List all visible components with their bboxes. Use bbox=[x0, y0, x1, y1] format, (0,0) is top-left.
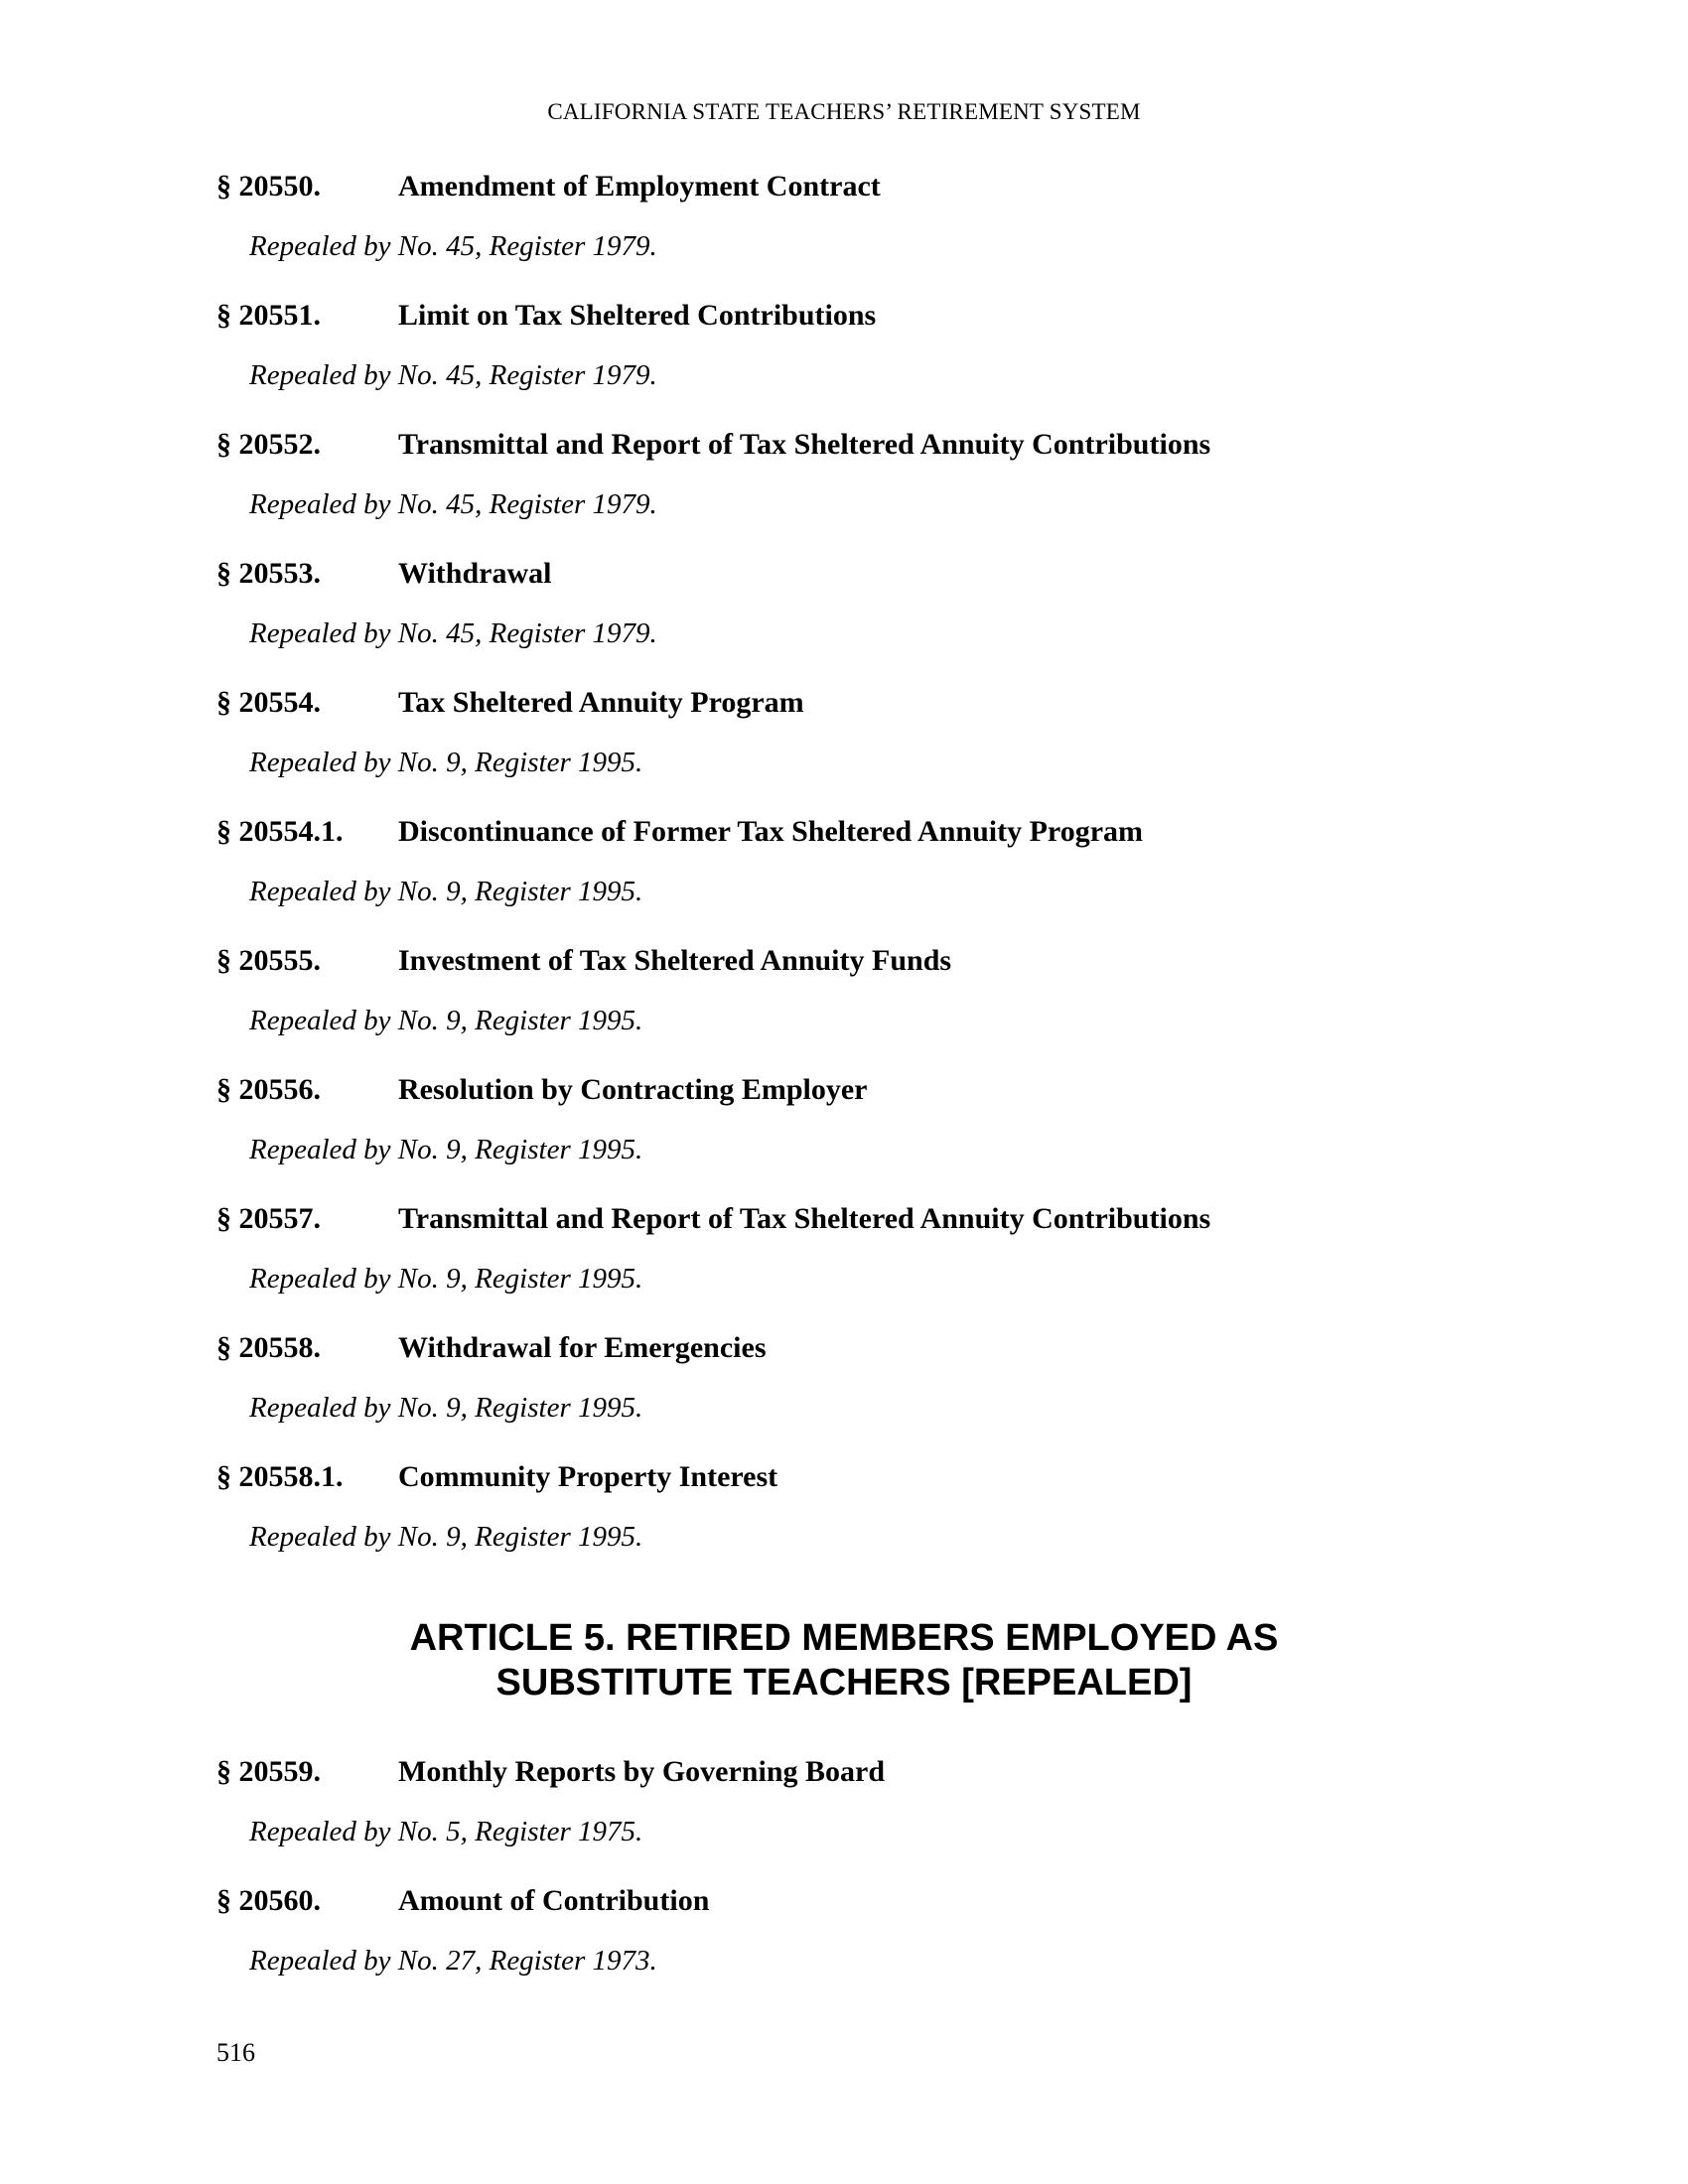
repeal-note: Repealed by No. 27, Register 1973. bbox=[249, 1945, 657, 1977]
repeal-note: Repealed by No. 9, Register 1995. bbox=[249, 1392, 643, 1424]
section-heading bbox=[216, 298, 1468, 334]
section-title: Withdrawal for Emergencies bbox=[398, 1331, 767, 1364]
section-title: Community Property Interest bbox=[398, 1460, 778, 1493]
section-heading bbox=[216, 1459, 1468, 1495]
repeal-note: Repealed by No. 9, Register 1995. bbox=[249, 1005, 643, 1036]
section-20557 bbox=[216, 1201, 1468, 1297]
section-heading bbox=[216, 169, 1468, 205]
section-number: § 20555. bbox=[216, 944, 321, 977]
section-title: Transmittal and Report of Tax Sheltered Annuity Contributions bbox=[398, 1202, 1211, 1235]
section-title: Amendment of Employment Contract bbox=[398, 170, 881, 203]
repeal-note: Repealed by No. 9, Register 1995. bbox=[249, 1263, 643, 1295]
section-number: § 20560. bbox=[216, 1884, 321, 1917]
section-number: § 20559. bbox=[216, 1755, 321, 1788]
section-20559 bbox=[216, 1754, 1468, 1849]
repeal-note: Repealed by No. 45, Register 1979. bbox=[249, 359, 657, 391]
section-20554 bbox=[216, 685, 1468, 780]
repeal-note: Repealed by No. 45, Register 1979. bbox=[249, 230, 657, 262]
section-number: § 20552. bbox=[216, 428, 321, 461]
section-number: § 20558.1. bbox=[216, 1460, 344, 1493]
repeal-note: Repealed by No. 9, Register 1995. bbox=[249, 1134, 643, 1165]
section-number: § 20554.1. bbox=[216, 815, 344, 848]
article-heading bbox=[0, 1616, 1688, 1706]
article-heading-line-2: SUBSTITUTE TEACHERS [REPEALED] bbox=[495, 1662, 1193, 1704]
repeal-note: Repealed by No. 45, Register 1979. bbox=[249, 488, 657, 520]
section-heading bbox=[216, 1330, 1468, 1366]
section-title: Limit on Tax Sheltered Contributions bbox=[398, 299, 877, 332]
section-20550 bbox=[216, 169, 1468, 264]
section-heading bbox=[216, 1201, 1468, 1237]
section-20551 bbox=[216, 298, 1468, 393]
section-heading bbox=[216, 1883, 1468, 1919]
section-number: § 20551. bbox=[216, 299, 321, 332]
page-number: 516 bbox=[216, 2038, 255, 2067]
article-heading-line-1: ARTICLE 5. RETIRED MEMBERS EMPLOYED AS bbox=[409, 1617, 1279, 1659]
section-heading bbox=[216, 943, 1468, 979]
section-20558-1 bbox=[216, 1459, 1468, 1555]
section-20552 bbox=[216, 427, 1468, 522]
section-number: § 20556. bbox=[216, 1073, 321, 1106]
repeal-note: Repealed by No. 9, Register 1995. bbox=[249, 1521, 643, 1553]
section-heading bbox=[216, 814, 1468, 850]
section-title: Withdrawal bbox=[398, 557, 552, 590]
section-number: § 20550. bbox=[216, 170, 321, 203]
section-heading bbox=[216, 427, 1468, 463]
repeal-note: Repealed by No. 9, Register 1995. bbox=[249, 747, 643, 778]
section-20560 bbox=[216, 1883, 1468, 1979]
section-20554-1 bbox=[216, 814, 1468, 909]
section-20558 bbox=[216, 1330, 1468, 1426]
section-heading bbox=[216, 1072, 1468, 1108]
section-20553 bbox=[216, 556, 1468, 651]
section-heading bbox=[216, 556, 1468, 592]
section-number: § 20557. bbox=[216, 1202, 321, 1235]
section-number: § 20558. bbox=[216, 1331, 321, 1364]
section-heading bbox=[216, 685, 1468, 721]
section-title: Monthly Reports by Governing Board bbox=[398, 1755, 886, 1788]
section-title: Discontinuance of Former Tax Sheltered Annuity Program bbox=[398, 815, 1143, 848]
section-title: Transmittal and Report of Tax Sheltered Annuity Contributions bbox=[398, 428, 1211, 461]
section-title: Resolution by Contracting Employer bbox=[398, 1073, 868, 1106]
section-title: Amount of Contribution bbox=[398, 1884, 710, 1917]
running-header: CALIFORNIA STATE TEACHERS’ RETIREMENT SYSTEM bbox=[547, 99, 1141, 124]
repeal-note: Repealed by No. 5, Register 1975. bbox=[249, 1816, 643, 1847]
section-number: § 20554. bbox=[216, 686, 321, 719]
section-number: § 20553. bbox=[216, 557, 321, 590]
section-20556 bbox=[216, 1072, 1468, 1167]
section-title: Tax Sheltered Annuity Program bbox=[398, 686, 804, 719]
section-20555 bbox=[216, 943, 1468, 1038]
section-heading bbox=[216, 1754, 1468, 1790]
repeal-note: Repealed by No. 9, Register 1995. bbox=[249, 876, 643, 907]
repeal-note: Repealed by No. 45, Register 1979. bbox=[249, 617, 657, 649]
section-title: Investment of Tax Sheltered Annuity Funds bbox=[398, 944, 952, 977]
